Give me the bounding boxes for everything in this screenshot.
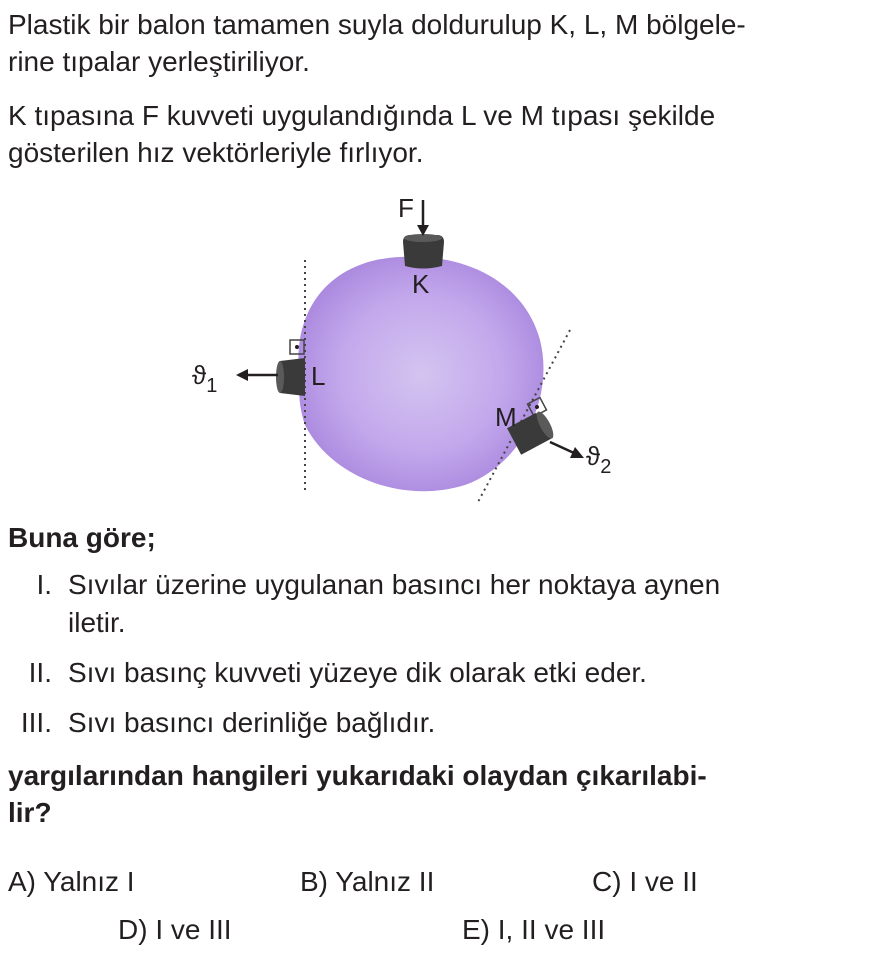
intro-line-1: Plastik bir balon tamamen suyla doldurulup K, L, M bölgele-	[8, 9, 746, 40]
option-b[interactable]: B) Yalnız II	[300, 866, 435, 897]
intro-line-4: gösterilen hız vektörleriyle fırlıyor.	[8, 137, 424, 168]
option-d[interactable]: D) I ve III	[118, 914, 232, 945]
stopper-k	[403, 234, 444, 269]
stopper-l	[276, 358, 305, 396]
statement-3	[8, 704, 844, 742]
statement-1-text: Sıvılar üzerine uygulanan basıncı her noktaya aynen iletir.	[68, 569, 721, 638]
force-label: F	[398, 193, 414, 223]
stopper-m-label: M	[495, 402, 517, 432]
intro-paragraph-1	[8, 6, 844, 80]
lead-text: Buna göre;	[8, 522, 156, 553]
force-arrow	[417, 200, 429, 236]
option-a[interactable]: A) Yalnız I	[8, 866, 135, 897]
statement-2-text: Sıvı basınç kuvveti yüzeye dik olarak etki eder.	[68, 657, 647, 688]
intro-line-2: rine tıpalar yerleştiriliyor.	[8, 46, 310, 77]
statement-1-number: I.	[36, 569, 52, 600]
statement-1	[8, 566, 844, 642]
velocity-1-label: $ϑ_1$	[192, 360, 218, 397]
stopper-k-label: K	[412, 269, 430, 299]
intro-paragraph-2	[8, 97, 844, 171]
velocity-2-label: $ϑ_2$	[586, 441, 612, 478]
statement-3-text: Sıvı basıncı derinliğe bağlıdır.	[68, 707, 436, 738]
option-c[interactable]: C) I ve II	[592, 866, 698, 897]
question	[8, 757, 844, 831]
statement-2	[8, 654, 844, 692]
option-e[interactable]: E) I, II ve III	[462, 914, 606, 945]
stopper-l-label: L	[311, 361, 326, 391]
statement-3-number: III.	[20, 707, 52, 738]
question-line-2: lir?	[8, 797, 52, 828]
balloon-figure	[0, 180, 870, 515]
velocity-arrow-2	[550, 442, 584, 458]
intro-line-3: K tıpasına F kuvveti uygulandığında L ve M tıpası şekilde	[8, 100, 716, 131]
velocity-arrow-1	[236, 369, 278, 381]
question-line-1: yargılarından hangileri yukarıdaki olaydan çıkarılabi-	[8, 760, 707, 791]
statement-2-number: II.	[28, 657, 52, 688]
